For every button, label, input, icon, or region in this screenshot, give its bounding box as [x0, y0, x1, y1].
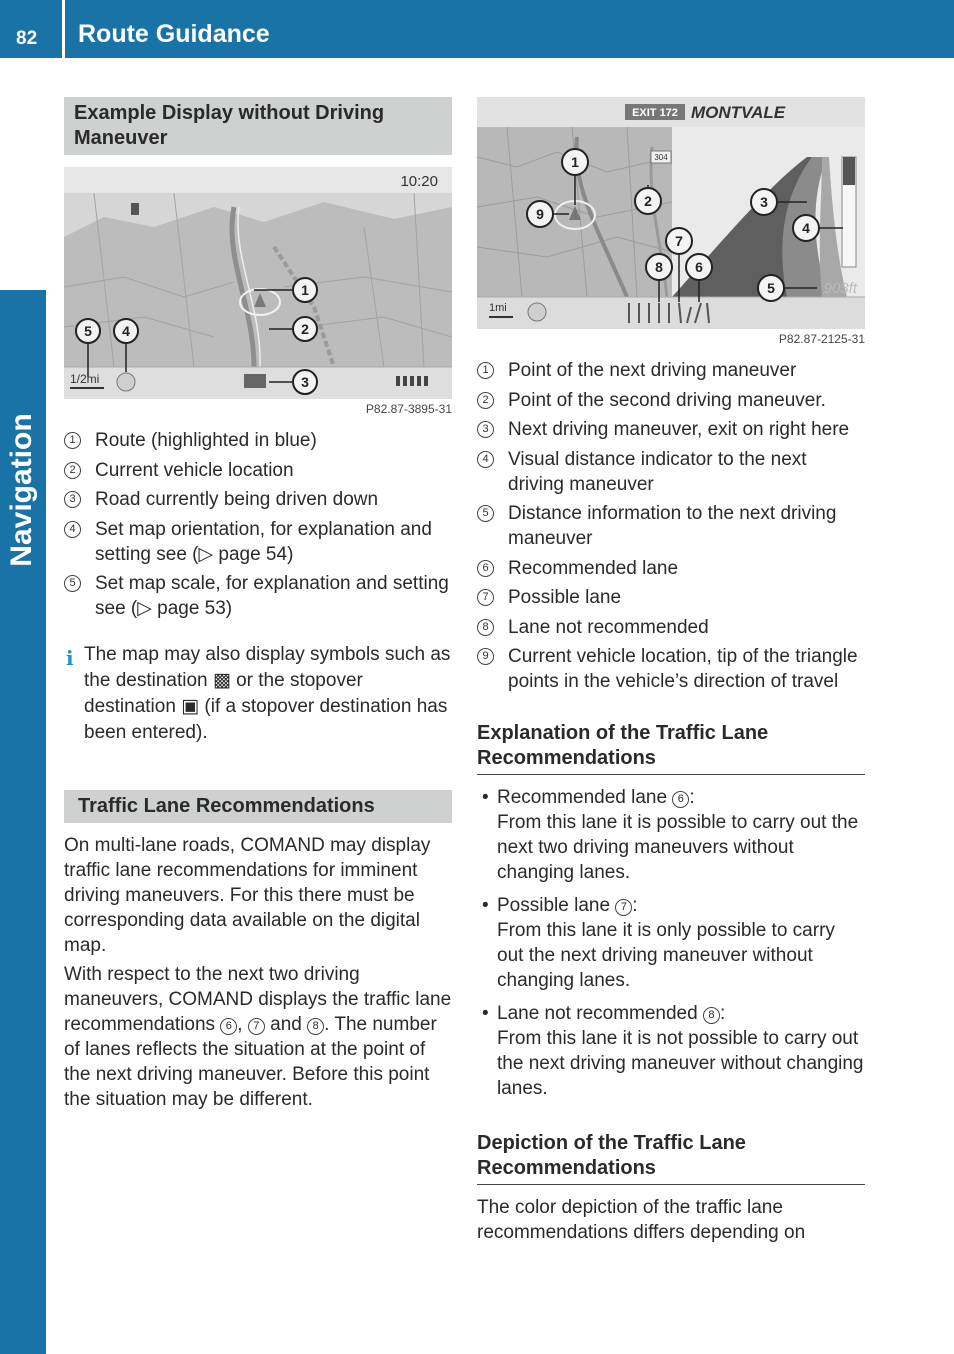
map2-callout-8: 8: [655, 259, 663, 275]
list-item: [477, 644, 865, 694]
bullet-recommended: [477, 785, 865, 885]
map2-scale: 1mi: [489, 302, 507, 314]
inline-number: 8: [703, 1007, 720, 1024]
list-item: [477, 388, 865, 413]
paragraph-2-text-b: . The number of lanes reflects the situation at the point of the next driving maneuver. Before this point the situation may be different.: [64, 1013, 437, 1110]
map2-callout-6: 6: [695, 259, 703, 275]
map1-callout-3: 3: [301, 374, 309, 390]
legend-number: 9: [477, 648, 494, 665]
legend-number: 4: [64, 521, 81, 538]
paragraph-2-sep: and: [264, 1013, 308, 1035]
map2-caption: P82.87-2125-31: [778, 332, 865, 346]
list-item: [64, 571, 452, 621]
subhead-depiction: Depiction of the Traffic Lane Recommendations: [477, 1131, 865, 1185]
bullet-label: Lane not recommended: [497, 1002, 703, 1024]
bullet-text: From this lane it is possible to carry out the next two driving maneuvers without changing lanes.: [497, 811, 859, 883]
legend-text: Visual distance indicator to the next driving maneuver: [508, 448, 807, 495]
legend-number: 1: [477, 362, 494, 379]
list-item: [477, 585, 865, 610]
map1-time: 10:20: [400, 173, 438, 190]
map1-callout-1: 1: [301, 282, 309, 298]
left-column: [64, 97, 452, 1112]
subhead-explanation: Explanation of the Traffic Lane Recommendations: [477, 721, 865, 775]
map2-distance: 903ft: [823, 280, 857, 297]
inline-number: 7: [615, 899, 632, 916]
legend-text: Current vehicle location: [95, 459, 294, 481]
section-title-traffic-lane: Traffic Lane Recommendations: [64, 790, 452, 823]
map2-street-name: MONTVALE: [691, 103, 786, 122]
page-title: Route Guidance: [78, 20, 270, 48]
map1-scale: 1/2mi: [70, 372, 100, 386]
page-header: [0, 0, 954, 58]
list-item: [477, 615, 865, 640]
legend-text: Next driving maneuver, exit on right here: [508, 419, 850, 440]
legend-text: Point of the next driving maneuver: [508, 360, 797, 381]
legend-text: Route (highlighted in blue): [95, 430, 317, 451]
legend-text: Distance information to the next driving maneuver: [508, 503, 837, 549]
side-tab-label: Navigation: [5, 413, 38, 567]
inline-number: 8: [307, 1018, 324, 1035]
bullet-text: From this lane it is not possible to carry out the next driving maneuver without changing lanes.: [497, 1027, 864, 1099]
list-item: [477, 358, 865, 383]
map2-callout-5: 5: [767, 280, 775, 296]
paragraph-2-text-a: With respect to the next two driving maneuvers, COMAND displays the traffic lane recommendations: [64, 963, 452, 1035]
list-item: [64, 487, 452, 512]
map-figure-2: [477, 97, 865, 329]
legend-text: Set map orientation, for explanation and setting see (▷ page 54): [95, 518, 432, 565]
legend-number: 1: [64, 432, 81, 449]
bullet-colon: :: [689, 786, 695, 808]
map1-caption: P82.87-3895-31: [365, 402, 452, 416]
inline-number: 6: [220, 1018, 237, 1035]
legend-text: Point of the second driving maneuver.: [508, 389, 826, 411]
map2-road-number: 304: [654, 153, 668, 162]
bullet-colon: :: [632, 894, 638, 916]
info-icon: i: [66, 645, 74, 670]
legend-number: 4: [477, 451, 494, 468]
map1-callout-5: 5: [84, 323, 92, 339]
map-figure-1-art: [64, 167, 452, 399]
right-column: [477, 97, 865, 1245]
list-item: [64, 517, 452, 567]
bullet-possible: [477, 893, 865, 993]
section-title-example-display: Example Display without Driving Maneuver: [64, 97, 452, 155]
legend-number: 6: [477, 560, 494, 577]
legend-list-2: [477, 358, 865, 694]
page-number: 82: [16, 28, 38, 49]
map1-callout-2: 2: [301, 321, 309, 337]
legend-number: 5: [64, 575, 81, 592]
paragraph-3: The color depiction of the traffic lane recommendations differs depending on: [477, 1196, 806, 1243]
legend-number: 5: [477, 505, 494, 522]
paragraph-1: On multi-lane roads, COMAND may display traffic lane recommendations for imminent driving maneuvers. For this there must be corresponding data available on the digital map.: [64, 834, 431, 956]
list-item: [477, 417, 865, 442]
paragraph-2: [64, 962, 452, 1112]
legend-number: 3: [477, 421, 494, 438]
legend-number: 2: [477, 392, 494, 409]
map-figure-1: [64, 167, 452, 399]
legend-number: 3: [64, 491, 81, 508]
inline-number: 7: [248, 1018, 265, 1035]
map2-callout-7: 7: [675, 233, 683, 249]
bullet-label: Recommended lane: [497, 786, 673, 808]
legend-number: 8: [477, 619, 494, 636]
map2-callout-3: 3: [760, 194, 768, 210]
map2-callout-4: 4: [802, 220, 810, 236]
list-item: [477, 556, 865, 581]
info-note-text: The map may also display symbols such as the destination ▩ or the stopover destination ▣ (if a stopover destination has been entered).: [84, 643, 451, 743]
paragraph-2-sep: ,: [237, 1013, 248, 1035]
map1-callout-4: 4: [122, 323, 130, 339]
legend-text: Recommended lane: [508, 557, 679, 579]
list-item: [64, 428, 452, 453]
info-note: [64, 642, 452, 746]
map2-callout-1: 1: [571, 154, 579, 170]
legend-number: 7: [477, 589, 494, 606]
map2-callout-2: 2: [644, 193, 652, 209]
bullet-text: From this lane it is only possible to carry out the next driving maneuver without changing lanes.: [497, 919, 835, 991]
legend-text: Lane not recommended: [508, 616, 709, 638]
legend-text: Current vehicle location, tip of the triangle points in the vehicle’s direction of travel: [508, 646, 858, 692]
list-item: [477, 501, 865, 551]
list-item: [477, 447, 865, 497]
bullet-label: Possible lane: [497, 894, 616, 916]
map2-exit-label: EXIT 172: [632, 107, 678, 119]
inline-number: 6: [672, 791, 689, 808]
legend-text: Road currently being driven down: [95, 489, 379, 510]
map2-callout-9: 9: [536, 206, 544, 222]
legend-list-1: [64, 428, 452, 621]
legend-text: Set map scale, for explanation and setting see (▷ page 53): [95, 573, 449, 619]
legend-number: 2: [64, 462, 81, 479]
bullet-colon: :: [719, 1002, 726, 1024]
header-divider: [62, 0, 65, 58]
bullet-not-recommended: [477, 1001, 865, 1101]
legend-text: Possible lane: [508, 587, 622, 608]
list-item: [64, 458, 452, 483]
map-figure-2-art: [477, 97, 865, 329]
